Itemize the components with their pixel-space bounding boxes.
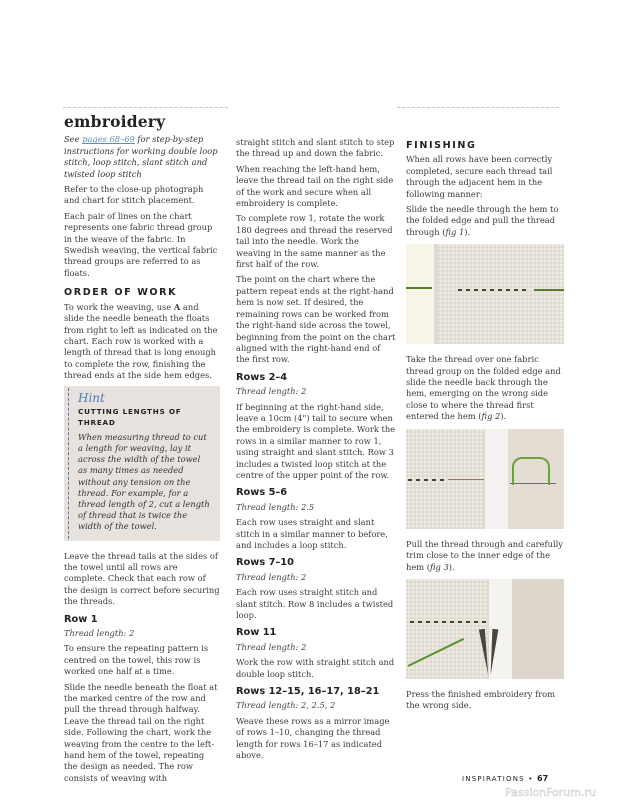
text-span: Pull the thread through and carefully trim close to the inner edge of the hem (	[406, 538, 563, 572]
hint-box	[64, 386, 220, 541]
rows-section	[236, 372, 396, 482]
paragraph: The point on the chart where the pattern repeat ends at the right-hand hem is now set. If desired, the remaining rows can be worked from the right-hand side across the towel, beginning from the point on the chart aligned with the right-hand end of the first row.	[236, 274, 396, 365]
woven-stitches	[458, 289, 530, 291]
text-span: Slide the needle through the hem to the folded edge and pull the thread through (	[406, 204, 559, 237]
section-body: Work the row with straight stitch and double loop stitch.	[236, 657, 395, 679]
paragraph: Slide the needle beneath the float at the marked centre of the row and pull the thread through halfway. Leave the thread tail on the right side. Following the chart, work the weaving from the centre to the left-hand hem of the towel, repeating the design as needed. The row consists of weaving with	[64, 681, 218, 783]
top-dashed-rule-left	[63, 107, 228, 108]
paragraph: To complete row 1, rotate the work 180 degrees and thread the reserved tail into the needle. Work the weaving in the same manner as the first half of the row.	[236, 213, 393, 270]
footer-separator: •	[528, 775, 534, 783]
rows-section	[236, 686, 396, 761]
paragraph: When reaching the left-hand hem, leave the thread tail on the right side of the work and secure when all embroidery is complete.	[236, 163, 394, 209]
text-span: Take the thread over one fabric thread group on the folded edge and slide the needle back through the hem, emerging on the wrong side close to where the thread first entered the hem (	[406, 354, 561, 422]
fig-2-photo	[406, 429, 564, 529]
section-body: If beginning at the right-hand side, leave a 10cm (4") tail to secure when the embroidery is complete. Work the rows in a similar manner to row 1, using straight and slant stitch. Row 3 includes a twisted loop stitch at the centre of the upper point of the row.	[236, 401, 396, 480]
woven-stitches	[408, 479, 448, 481]
paragraph: To ensure the repeating pattern is centred on the towel, this row is worked one half at a time.	[64, 643, 209, 677]
paragraph	[406, 539, 568, 573]
intro-prefix: See	[64, 134, 83, 145]
text-span: and slide the needle beneath the floats from right to left as indicated on the chart. Each row is worked with a length of thread that is long enough to complete the row, finishing the thread ends at the side hem edges.	[64, 301, 218, 381]
green-thread	[406, 287, 432, 289]
watermark: PassionForum.ru	[505, 786, 596, 799]
thread-length: Thread length: 2.5	[236, 501, 315, 512]
text-span: ).	[464, 226, 471, 237]
page-footer	[462, 774, 548, 783]
section-heading: Rows 2–4	[236, 371, 288, 383]
table-background	[512, 579, 564, 679]
rows-section	[236, 557, 396, 621]
text-span: ).	[500, 411, 507, 422]
thread-length: Thread length: 2	[236, 386, 307, 397]
thread-length: Thread length: 2	[236, 571, 307, 582]
fig-ref: fig 2	[481, 411, 501, 422]
thread-in-hem	[448, 479, 484, 481]
order-of-work-text	[64, 302, 220, 382]
page-number: 67	[537, 774, 549, 783]
green-thread	[534, 289, 564, 291]
row-1-thread-length: Thread length: 2	[64, 628, 135, 639]
top-dashed-rule-right	[397, 107, 559, 108]
footer-section: INSPIRATIONS	[462, 775, 525, 783]
fig-1-photo	[406, 244, 564, 344]
section-heading: Rows 12–15, 16–17, 18–21	[236, 686, 380, 698]
hem-fold	[406, 244, 434, 344]
section-body: Each row uses straight and slant stitch in a similar manner to before, and includes a loop stitch.	[236, 517, 388, 550]
paragraph: Leave the thread tails at the sides of the towel until all rows are complete. Check that each row of the design is correct before securing the threads.	[64, 550, 220, 607]
paragraph	[406, 204, 568, 238]
fig-ref: fig 1	[445, 226, 465, 237]
woven-stitches	[410, 621, 486, 623]
thread-tail	[408, 638, 465, 667]
thread-code: A	[173, 301, 181, 312]
section-title: embroidery	[64, 112, 166, 131]
section-heading: Row 11	[236, 627, 277, 639]
finishing-heading: FINISHING	[406, 140, 477, 151]
pages-link[interactable]: pages 68–69	[82, 134, 135, 145]
hint-label: Hint	[78, 390, 105, 405]
hint-body: When measuring thread to cut a length for weaving, lay it across the width of the towel as many times as needed without any tension on the thread. For example, for a thread length of 2, cut a length of thread that is twice the width of the towel.	[78, 431, 210, 532]
paragraph	[406, 354, 568, 422]
fig-3-photo	[406, 579, 564, 679]
paragraph: Refer to the close-up photograph and chart for stitch placement.	[64, 184, 204, 206]
section-body: Each row uses straight stitch and slant stitch. Row 8 includes a twisted loop.	[236, 587, 394, 621]
green-thread-loop	[512, 457, 550, 485]
column-1	[64, 112, 220, 788]
order-of-work-heading: ORDER OF WORK	[64, 287, 178, 299]
hem-band	[484, 429, 509, 529]
intro-suffix: for step-by-step instructions for working double loop stitch, loop stitch, slant stitch and twisted loop stitch	[64, 134, 218, 179]
intro-note	[64, 134, 220, 180]
text-span: ).	[448, 561, 455, 572]
paragraph: straight stitch and slant stitch to step the thread up and down the fabric.	[236, 137, 395, 159]
text-span: To work the weaving, use	[64, 301, 174, 312]
rows-section	[236, 627, 396, 680]
paragraph: When all rows have been correctly completed, secure each thread tail through the adjacent hem in the following manner:	[406, 154, 553, 199]
section-heading: Rows 5–6	[236, 487, 288, 499]
section-body: Weave these rows as a mirror image of rows 1–10, changing the thread length for rows 16–17 as indicated above.	[236, 715, 390, 761]
fold-shadow	[434, 244, 438, 344]
column-3	[406, 140, 568, 716]
thread-length: Thread length: 2	[236, 641, 307, 652]
row-1-heading: Row 1	[64, 613, 98, 625]
section-heading: Rows 7–10	[236, 557, 294, 569]
thread-length: Thread length: 2, 2.5, 2	[236, 700, 336, 711]
fig-ref: fig 3	[430, 561, 449, 572]
hint-title: CUTTING LENGTHS OF THREAD	[78, 406, 182, 428]
paragraph: Press the finished embroidery from the wrong side.	[406, 688, 555, 711]
paragraph: Each pair of lines on the chart represents one fabric thread group in the weave of the fabric. In Swedish weaving, the vertical fabric thread groups are referred to as floats.	[64, 210, 218, 278]
rows-section	[236, 487, 396, 551]
column-2	[236, 137, 396, 766]
